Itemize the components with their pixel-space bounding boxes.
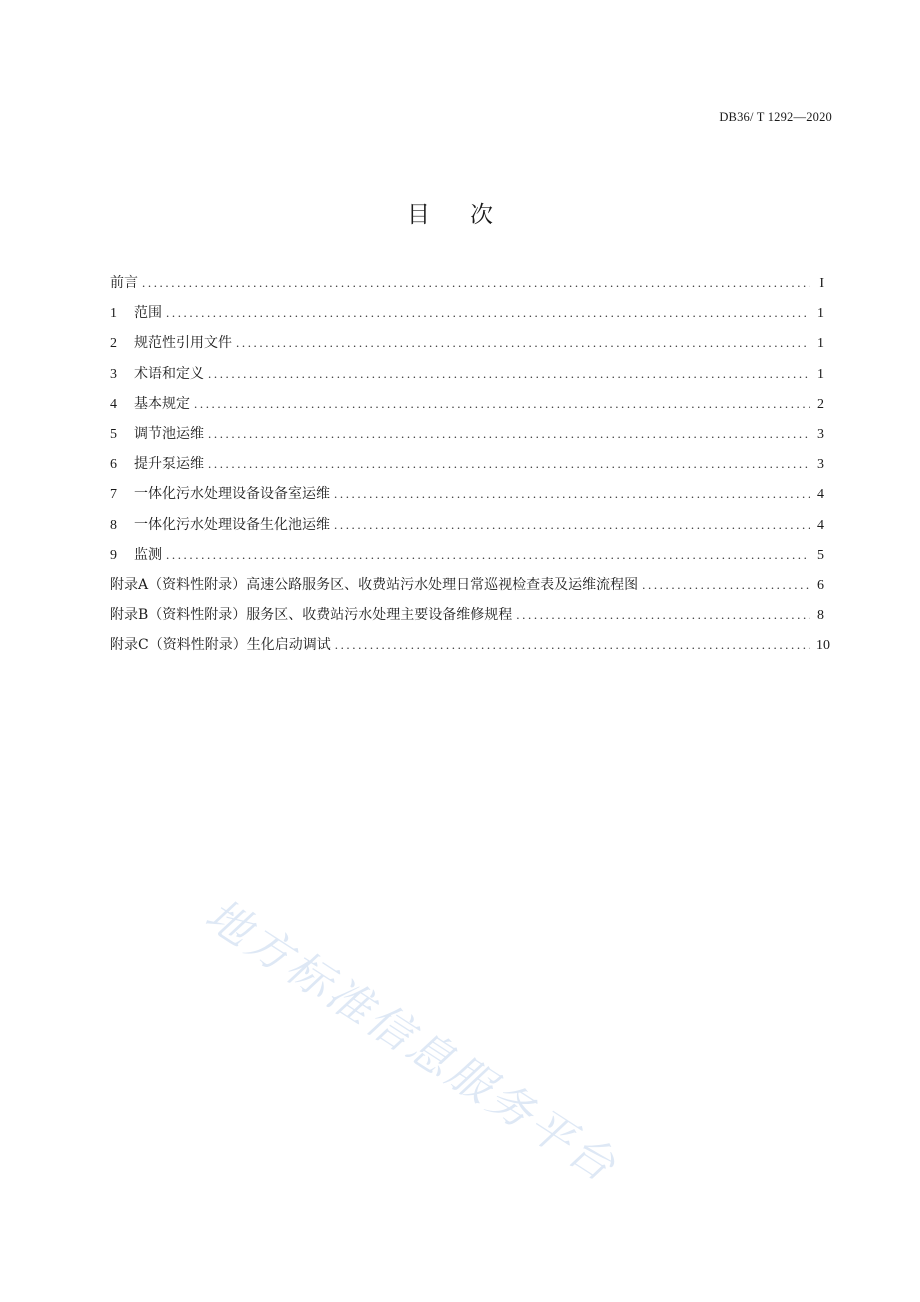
toc-leader-dots <box>334 510 810 540</box>
toc-entry-label: 监测 <box>134 546 162 563</box>
toc-entry-label: 一体化污水处理设备生化池运维 <box>134 516 330 533</box>
toc-leader-dots <box>335 630 810 660</box>
toc-entry-number: 5 <box>110 426 117 442</box>
toc-page-number: 6 <box>817 577 824 593</box>
toc-leader-dots <box>236 328 810 358</box>
toc-entry-1[interactable] <box>110 298 824 328</box>
toc-entry-2[interactable] <box>110 328 824 358</box>
toc-entry-3[interactable] <box>110 359 824 389</box>
toc-entry-5[interactable] <box>110 419 824 449</box>
toc-entry-label: 调节池运维 <box>134 425 204 442</box>
toc-entry-number: 9 <box>110 547 117 563</box>
toc-page-number: 3 <box>817 457 824 473</box>
toc-entry-label: 高速公路服务区、收费站污水处理日常巡视检查表及运维流程图 <box>246 576 639 593</box>
toc-page-number: 8 <box>817 608 824 624</box>
toc-page-number: I <box>819 276 824 291</box>
toc-leader-dots <box>142 268 810 298</box>
toc-entry-label: 服务区、收费站污水处理主要设备维修规程 <box>246 607 513 624</box>
toc-appendix-type: （资料性附录） <box>148 637 247 654</box>
toc-appendix-id: 附录C <box>110 637 149 654</box>
toc-entry-7[interactable] <box>110 479 824 509</box>
toc-appendix-type: （资料性附录） <box>148 576 247 593</box>
toc-leader-dots <box>194 389 810 419</box>
toc-entry-9[interactable] <box>110 540 824 570</box>
toc-entry-label: 术语和定义 <box>134 365 204 382</box>
toc-entry-number: 7 <box>110 487 117 503</box>
toc-entry-number: 3 <box>110 366 117 382</box>
toc-appendix-id: 附录B <box>110 607 149 624</box>
toc-page-number: 10 <box>816 638 830 654</box>
toc-entry-label: 提升泵运维 <box>134 456 204 473</box>
toc-entry-8[interactable] <box>110 510 824 540</box>
toc-page-number: 4 <box>817 517 824 533</box>
document-code: DB36/ T 1292—2020 <box>719 110 832 124</box>
toc-entry-appendix-a[interactable] <box>110 570 824 600</box>
watermark: 地方标准信息服务平台 <box>196 889 627 1194</box>
toc-page-number: 1 <box>817 366 824 382</box>
toc-leader-dots <box>334 479 810 509</box>
toc-entry-label: 一体化污水处理设备设备室运维 <box>134 486 330 503</box>
toc-leader-dots <box>642 570 810 600</box>
toc-entry-label: 范围 <box>134 305 162 322</box>
toc-entry-number: 1 <box>110 306 117 322</box>
toc-entry-foreword[interactable] <box>110 268 824 298</box>
toc-appendix-id: 附录A <box>110 576 149 593</box>
toc-entry-number: 2 <box>110 336 117 352</box>
toc-page-number: 3 <box>817 426 824 442</box>
toc-leader-dots <box>208 359 810 389</box>
toc-page-number: 1 <box>817 336 824 352</box>
toc-page-number: 4 <box>817 487 824 503</box>
toc-page-number: 1 <box>817 306 824 322</box>
table-of-contents <box>110 268 830 660</box>
toc-entry-appendix-c[interactable] <box>110 630 830 660</box>
toc-leader-dots <box>516 600 810 630</box>
toc-entry-number: 4 <box>110 396 117 412</box>
toc-page-number: 5 <box>817 547 824 563</box>
toc-entry-number: 8 <box>110 517 117 533</box>
toc-entry-6[interactable] <box>110 449 824 479</box>
toc-entry-number: 6 <box>110 457 117 473</box>
toc-leader-dots <box>208 449 810 479</box>
toc-entry-appendix-b[interactable] <box>110 600 824 630</box>
toc-entry-4[interactable] <box>110 389 824 419</box>
toc-page-number: 2 <box>817 396 824 412</box>
toc-appendix-type: （资料性附录） <box>148 607 247 624</box>
toc-entry-label: 基本规定 <box>134 395 190 412</box>
toc-entry-label: 前言 <box>110 275 138 291</box>
toc-leader-dots <box>166 298 810 328</box>
page-title: 目次 <box>407 202 533 228</box>
toc-leader-dots <box>208 419 810 449</box>
toc-entry-label: 生化启动调试 <box>246 637 331 654</box>
toc-leader-dots <box>166 540 810 570</box>
toc-entry-label: 规范性引用文件 <box>134 335 232 352</box>
